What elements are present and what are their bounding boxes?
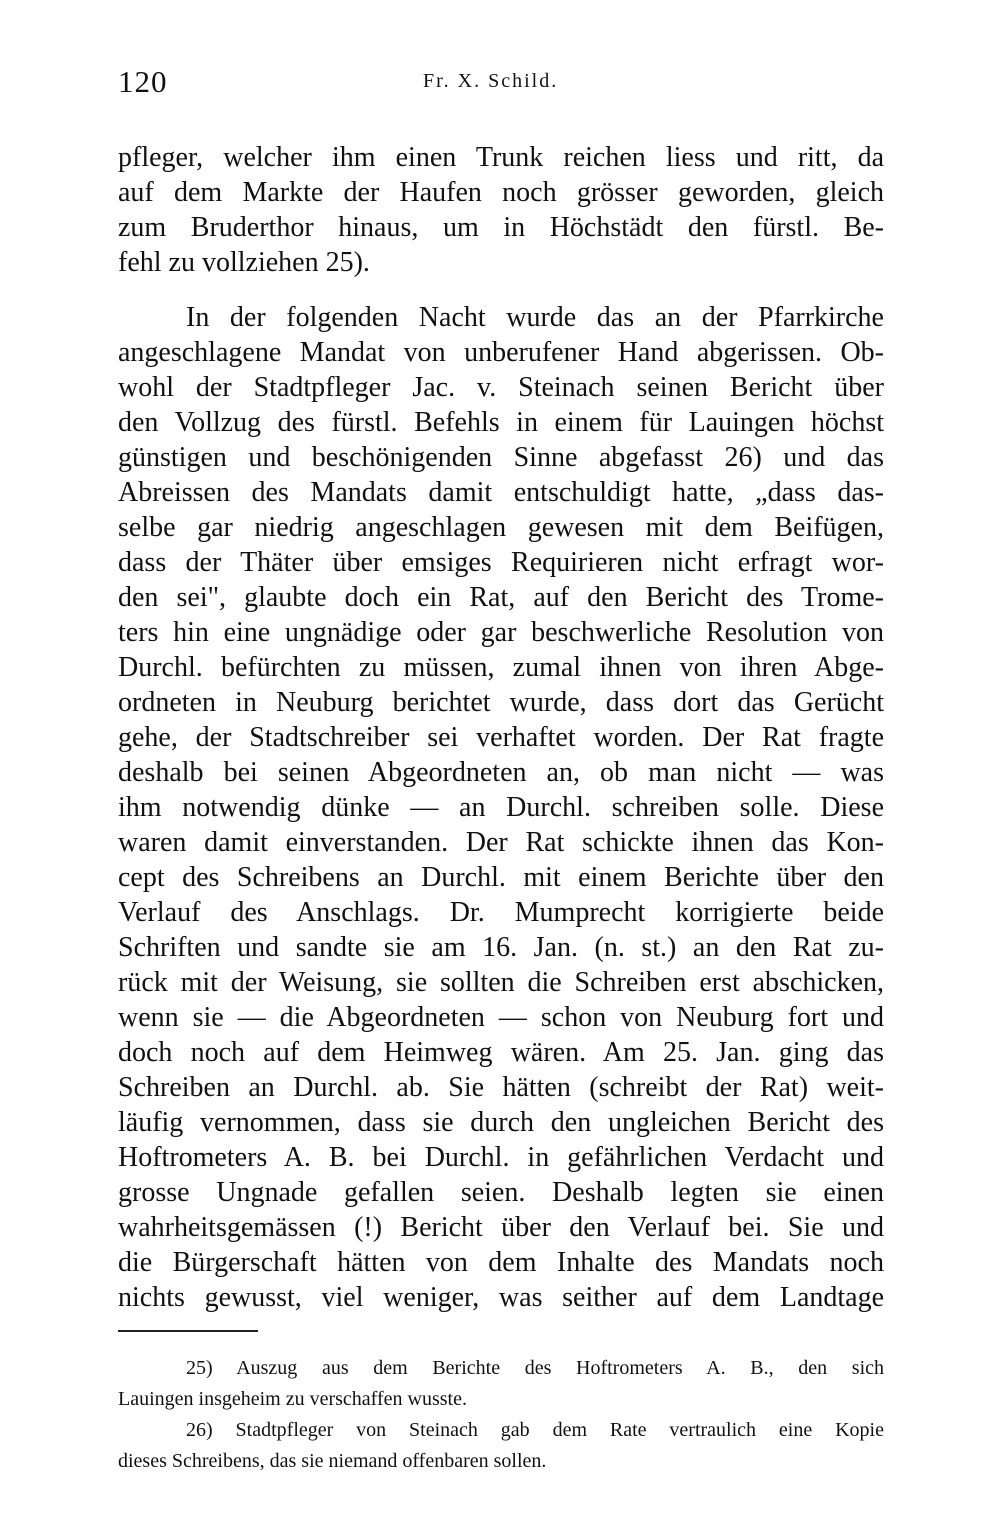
body-line: wahrheitsgemässen (!) Bericht über den Verlauf bei. Sie und <box>118 1212 884 1243</box>
body-line: cept des Schreibens an Durchl. mit einem Berichte über den <box>118 862 884 893</box>
body-line: grosse Ungnade gefallen seien. Deshalb legten sie einen <box>118 1177 884 1208</box>
body-line: nichts gewusst, viel weniger, was seither auf dem Landtage <box>118 1282 884 1313</box>
body-line: wenn sie — die Abgeordneten — schon von Neuburg fort und <box>118 1002 884 1033</box>
body-line: gehe, der Stadtschreiber sei verhaftet worden. Der Rat fragte <box>118 722 884 753</box>
footnote-divider <box>118 1330 258 1332</box>
footnote-26-line: dieses Schreibens, das sie niemand offenbaren sollen. <box>118 1450 547 1472</box>
body-line: die Bürgerschaft hätten von dem Inhalte des Mandats noch <box>118 1247 884 1278</box>
body-line: zum Bruderthor hinaus, um in Höchstädt den fürstl. Be- <box>118 212 884 243</box>
footnote-26-line: 26) Stadtpfleger von Steinach gab dem Rate vertraulich eine Kopie <box>186 1419 884 1441</box>
body-line: Verlauf des Anschlags. Dr. Mumprecht korrigierte beide <box>118 897 884 928</box>
body-line: pfleger, welcher ihm einen Trunk reichen liess und ritt, da <box>118 142 884 173</box>
footnote-25-line: 25) Auszug aus dem Berichte des Hoftrometers A. B., den sich <box>186 1357 884 1379</box>
body-line: läufig vernommen, dass sie durch den ungleichen Bericht des <box>118 1107 884 1138</box>
body-line: ihm notwendig dünke — an Durchl. schreiben solle. Diese <box>118 792 884 823</box>
body-line: den Vollzug des fürstl. Befehls in einem für Lauingen höchst <box>118 407 884 438</box>
body-line: wohl der Stadtpfleger Jac. v. Steinach seinen Bericht über <box>118 372 884 403</box>
body-line: angeschlagene Mandat von unberufener Hand abgerissen. Ob- <box>118 337 884 368</box>
body-line: Hoftrometers A. B. bei Durchl. in gefährlichen Verdacht und <box>118 1142 884 1173</box>
body-line: ters hin eine ungnädige oder gar beschwerliche Resolution von <box>118 617 884 648</box>
body-line: waren damit einverstanden. Der Rat schickte ihnen das Kon- <box>118 827 884 858</box>
body-line: Schreiben an Durchl. ab. Sie hätten (schreibt der Rat) weit- <box>118 1072 884 1103</box>
body-text <box>118 140 884 1315</box>
paragraph-start-line: In der folgenden Nacht wurde das an der Pfarrkirche <box>186 302 884 333</box>
body-line: doch noch auf dem Heimweg wären. Am 25. Jan. ging das <box>118 1037 884 1068</box>
footnotes <box>118 1353 884 1477</box>
body-line: selbe gar niedrig angeschlagen gewesen mit dem Beifügen, <box>118 512 884 543</box>
page-header <box>118 64 882 104</box>
body-line: dass der Thäter über emsiges Requirieren nicht erfragt wor- <box>118 547 884 578</box>
body-line: deshalb bei seinen Abgeordneten an, ob man nicht — was <box>118 757 884 788</box>
body-line: auf dem Markte der Haufen noch grösser geworden, gleich <box>118 177 884 208</box>
body-line: ordneten in Neuburg berichtet wurde, dass dort das Gerücht <box>118 687 884 718</box>
body-line: Abreissen des Mandats damit entschuldigt hatte, „dass das- <box>118 477 884 508</box>
body-line: rück mit der Weisung, sie sollten die Schreiben erst abschicken, <box>118 967 884 998</box>
body-line: Durchl. befürchten zu müssen, zumal ihnen von ihren Abge- <box>118 652 884 683</box>
body-line: fehl zu vollziehen 25). <box>118 247 370 278</box>
page-number: 120 <box>118 64 168 99</box>
running-head: Fr. X. Schild. <box>423 70 559 92</box>
body-line: den sei", glaubte doch ein Rat, auf den Bericht des Trome- <box>118 582 884 613</box>
body-line: günstigen und beschönigenden Sinne abgefasst 26) und das <box>118 442 884 473</box>
footnote-25-line: Lauingen insgeheim zu verschaffen wusste. <box>118 1388 467 1410</box>
body-line: Schriften und sandte sie am 16. Jan. (n. st.) an den Rat zu- <box>118 932 884 963</box>
